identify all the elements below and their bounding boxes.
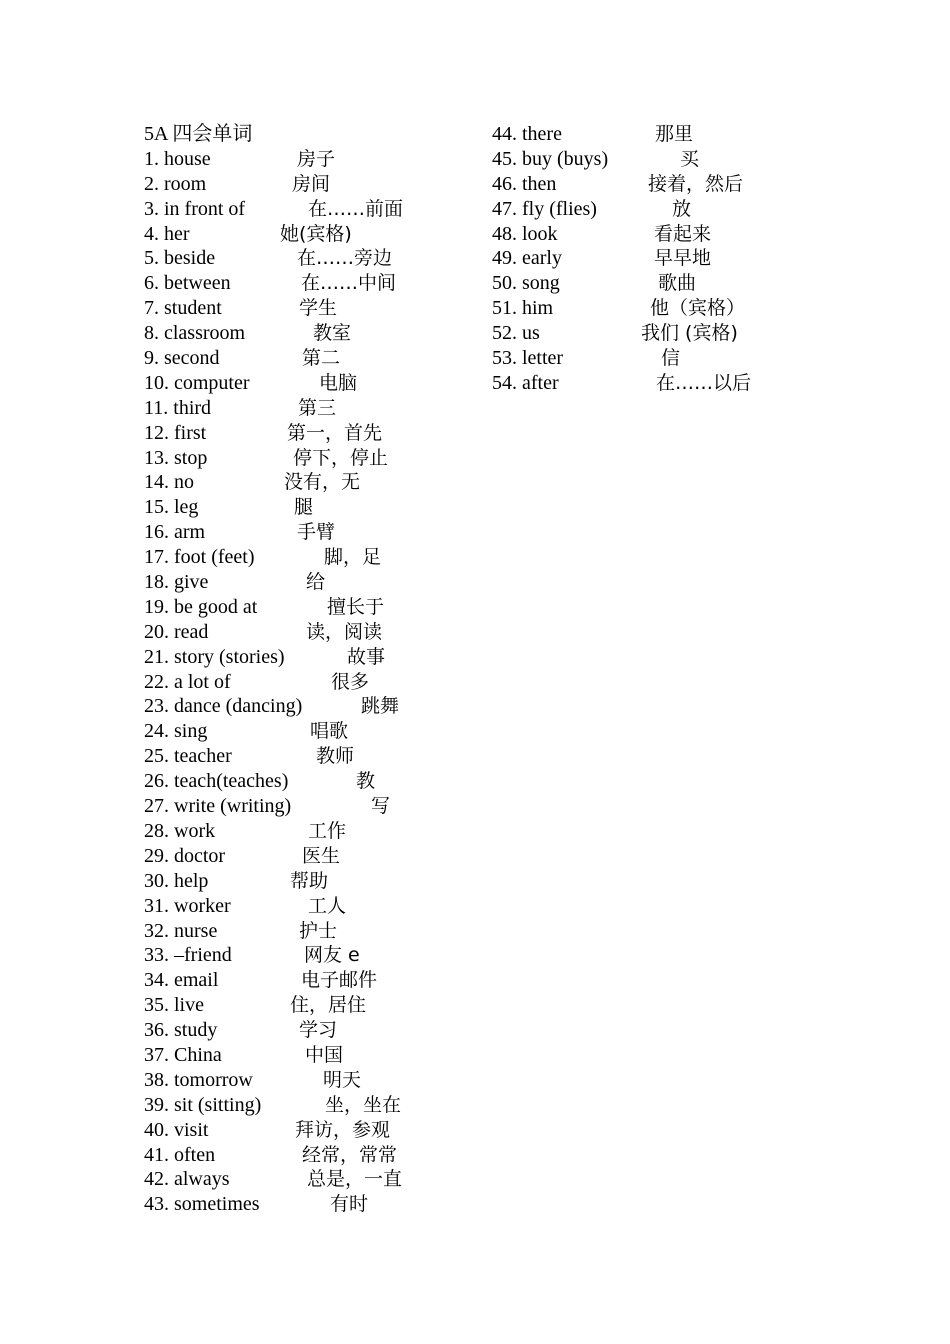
word-row — [144, 570, 464, 595]
english-word: 49. early — [492, 247, 562, 270]
english-word: 21. story (stories) — [144, 645, 285, 668]
english-word: 6. between — [144, 272, 231, 295]
word-row — [144, 595, 464, 620]
english-word: 36. study — [144, 1019, 218, 1042]
word-row — [144, 147, 464, 172]
word-row — [492, 122, 812, 147]
english-word: 10. computer — [144, 371, 250, 394]
chinese-meaning: 工人 — [308, 894, 347, 917]
english-word: 35. live — [144, 994, 204, 1017]
word-row — [144, 545, 464, 570]
word-row — [144, 1093, 464, 1118]
english-word: 45. buy (buys) — [492, 147, 609, 170]
chinese-meaning: 有时 — [330, 1193, 369, 1216]
word-row — [144, 470, 464, 495]
english-word: 3. in front of — [144, 197, 246, 220]
english-word: 32. nurse — [144, 919, 218, 942]
word-row — [492, 321, 812, 346]
english-word: 16. arm — [144, 521, 206, 544]
english-word: 42. always — [144, 1168, 230, 1191]
english-word: 24. sing — [144, 720, 208, 743]
english-word: 17. foot (feet) — [144, 546, 255, 569]
english-word: 28. work — [144, 819, 216, 842]
english-word: 1. house — [144, 147, 211, 170]
chinese-meaning: 擅长于 — [327, 595, 385, 618]
chinese-meaning: 买 — [680, 147, 700, 170]
page-title: 5A 四会单词 — [144, 123, 253, 145]
chinese-meaning: 帮助 — [290, 869, 329, 892]
chinese-meaning: 中国 — [305, 1043, 344, 1066]
english-word: 54. after — [492, 371, 559, 394]
chinese-meaning: 拜访，参观 — [295, 1118, 391, 1141]
chinese-meaning: 医生 — [302, 844, 341, 867]
word-row — [144, 819, 464, 844]
chinese-meaning: 网友 e — [304, 944, 360, 967]
word-row — [144, 645, 464, 670]
word-row — [144, 222, 464, 247]
chinese-meaning: 手臂 — [297, 521, 336, 544]
chinese-meaning: 住，居住 — [290, 994, 367, 1017]
word-row — [144, 694, 464, 719]
chinese-meaning: 在……旁边 — [297, 247, 393, 270]
chinese-meaning: 学生 — [299, 297, 338, 320]
chinese-meaning: 房间 — [292, 172, 331, 195]
english-word: 52. us — [492, 322, 540, 345]
chinese-meaning: 在……以后 — [656, 371, 752, 394]
word-row — [144, 296, 464, 321]
chinese-meaning: 房子 — [297, 147, 336, 170]
word-row — [492, 271, 812, 296]
english-word: 4. her — [144, 222, 190, 245]
english-word: 9. second — [144, 347, 220, 370]
word-row — [144, 794, 464, 819]
word-row — [492, 172, 812, 197]
word-row — [144, 197, 464, 222]
chinese-meaning: 坐，坐在 — [325, 1093, 402, 1116]
word-row — [144, 371, 464, 396]
word-row — [144, 993, 464, 1018]
word-row — [492, 197, 812, 222]
chinese-meaning: 跳舞 — [361, 695, 400, 718]
word-row — [144, 943, 464, 968]
chinese-meaning: 电子邮件 — [301, 969, 378, 992]
word-row — [492, 222, 812, 247]
word-row — [144, 894, 464, 919]
english-word: 39. sit (sitting) — [144, 1093, 262, 1116]
english-word: 11. third — [144, 396, 212, 419]
chinese-meaning: 歌曲 — [658, 272, 697, 295]
english-word: 2. room — [144, 172, 207, 195]
chinese-meaning: 给 — [306, 571, 326, 594]
english-word: 51. him — [492, 297, 554, 320]
english-word: 20. read — [144, 620, 209, 643]
left-column — [144, 122, 464, 1217]
word-row — [144, 1068, 464, 1093]
chinese-meaning: 读，阅读 — [306, 620, 383, 643]
english-word: 22. a lot of — [144, 670, 231, 693]
word-row — [144, 520, 464, 545]
chinese-meaning: 接着，然后 — [648, 172, 744, 195]
english-word: 7. student — [144, 297, 222, 320]
word-row — [144, 446, 464, 471]
chinese-meaning: 信 — [661, 347, 681, 370]
word-row — [144, 1143, 464, 1168]
word-row — [144, 670, 464, 695]
chinese-meaning: 早早地 — [654, 247, 712, 270]
english-word: 31. worker — [144, 894, 231, 917]
chinese-meaning: 看起来 — [654, 222, 712, 245]
word-row — [492, 371, 812, 396]
word-row — [144, 246, 464, 271]
english-word: 12. first — [144, 421, 207, 444]
chinese-meaning: 第二 — [302, 347, 341, 370]
english-word: 43. sometimes — [144, 1193, 260, 1216]
chinese-meaning: 她(宾格) — [280, 222, 352, 245]
english-word: 41. often — [144, 1143, 216, 1166]
word-row — [144, 719, 464, 744]
chinese-meaning: 电脑 — [319, 371, 358, 394]
chinese-meaning: 教室 — [313, 322, 352, 345]
word-row — [144, 1192, 464, 1217]
word-row — [144, 321, 464, 346]
chinese-meaning: 学习 — [299, 1019, 338, 1042]
chinese-meaning: 在……前面 — [308, 197, 404, 220]
word-row — [144, 396, 464, 421]
english-word: 5. beside — [144, 247, 216, 270]
word-row — [144, 744, 464, 769]
word-row — [492, 296, 812, 321]
word-row — [144, 968, 464, 993]
english-word: 26. teach(teaches) — [144, 770, 289, 793]
english-word: 38. tomorrow — [144, 1068, 253, 1091]
chinese-meaning: 第一，首先 — [287, 421, 383, 444]
chinese-meaning: 唱歌 — [310, 720, 349, 743]
english-word: 48. look — [492, 222, 558, 245]
chinese-meaning: 我们 (宾格) — [641, 322, 738, 345]
chinese-meaning: 没有，无 — [284, 471, 361, 494]
english-word: 47. fly (flies) — [492, 197, 597, 220]
word-row — [144, 844, 464, 869]
chinese-meaning: 第三 — [298, 396, 337, 419]
english-word: 14. no — [144, 471, 194, 494]
chinese-meaning: 腿 — [294, 496, 314, 519]
english-word: 23. dance (dancing) — [144, 695, 303, 718]
english-word: 8. classroom — [144, 322, 246, 345]
word-row — [144, 172, 464, 197]
chinese-meaning: 教师 — [316, 745, 355, 768]
chinese-meaning: 在……中间 — [301, 272, 397, 295]
chinese-meaning: 工作 — [308, 819, 347, 842]
word-row — [144, 1018, 464, 1043]
word-row — [492, 346, 812, 371]
word-row — [492, 246, 812, 271]
english-word: 53. letter — [492, 347, 564, 370]
word-row — [144, 1167, 464, 1192]
english-word: 33. –friend — [144, 944, 232, 967]
english-word: 37. China — [144, 1043, 222, 1066]
english-word: 30. help — [144, 869, 209, 892]
word-row — [144, 919, 464, 944]
english-word: 34. email — [144, 969, 219, 992]
chinese-meaning: 经常，常常 — [302, 1143, 398, 1166]
english-word: 40. visit — [144, 1118, 209, 1141]
word-row — [144, 869, 464, 894]
right-word-list — [492, 122, 812, 396]
word-row — [144, 1043, 464, 1068]
chinese-meaning: 教 — [356, 770, 376, 793]
word-row — [492, 147, 812, 172]
chinese-meaning: 很多 — [331, 670, 370, 693]
word-row — [144, 620, 464, 645]
chinese-meaning: 停下，停止 — [293, 446, 389, 469]
chinese-meaning: 放 — [672, 197, 692, 220]
word-row — [144, 769, 464, 794]
word-row — [144, 495, 464, 520]
chinese-meaning: 护士 — [299, 919, 338, 942]
word-row — [144, 421, 464, 446]
english-word: 29. doctor — [144, 844, 226, 867]
chinese-meaning: 脚，足 — [324, 546, 382, 569]
chinese-meaning: 他（宾格） — [650, 297, 746, 320]
english-word: 46. then — [492, 172, 557, 195]
english-word: 18. give — [144, 571, 209, 594]
chinese-meaning: 故事 — [347, 645, 386, 668]
chinese-meaning: 总是，一直 — [307, 1168, 403, 1191]
word-row — [144, 271, 464, 296]
english-word: 44. there — [492, 123, 562, 145]
chinese-meaning: 那里 — [655, 123, 694, 145]
english-word: 25. teacher — [144, 745, 232, 768]
right-column — [492, 122, 812, 396]
word-row — [144, 1118, 464, 1143]
english-word: 50. song — [492, 272, 560, 295]
left-word-list — [144, 147, 464, 1217]
word-row — [144, 346, 464, 371]
chinese-meaning: 明天 — [323, 1068, 362, 1091]
english-word: 15. leg — [144, 496, 199, 519]
english-word: 27. write (writing) — [144, 795, 292, 818]
chinese-meaning: 写 — [371, 795, 391, 818]
english-word: 19. be good at — [144, 595, 258, 618]
english-word: 13. stop — [144, 446, 208, 469]
